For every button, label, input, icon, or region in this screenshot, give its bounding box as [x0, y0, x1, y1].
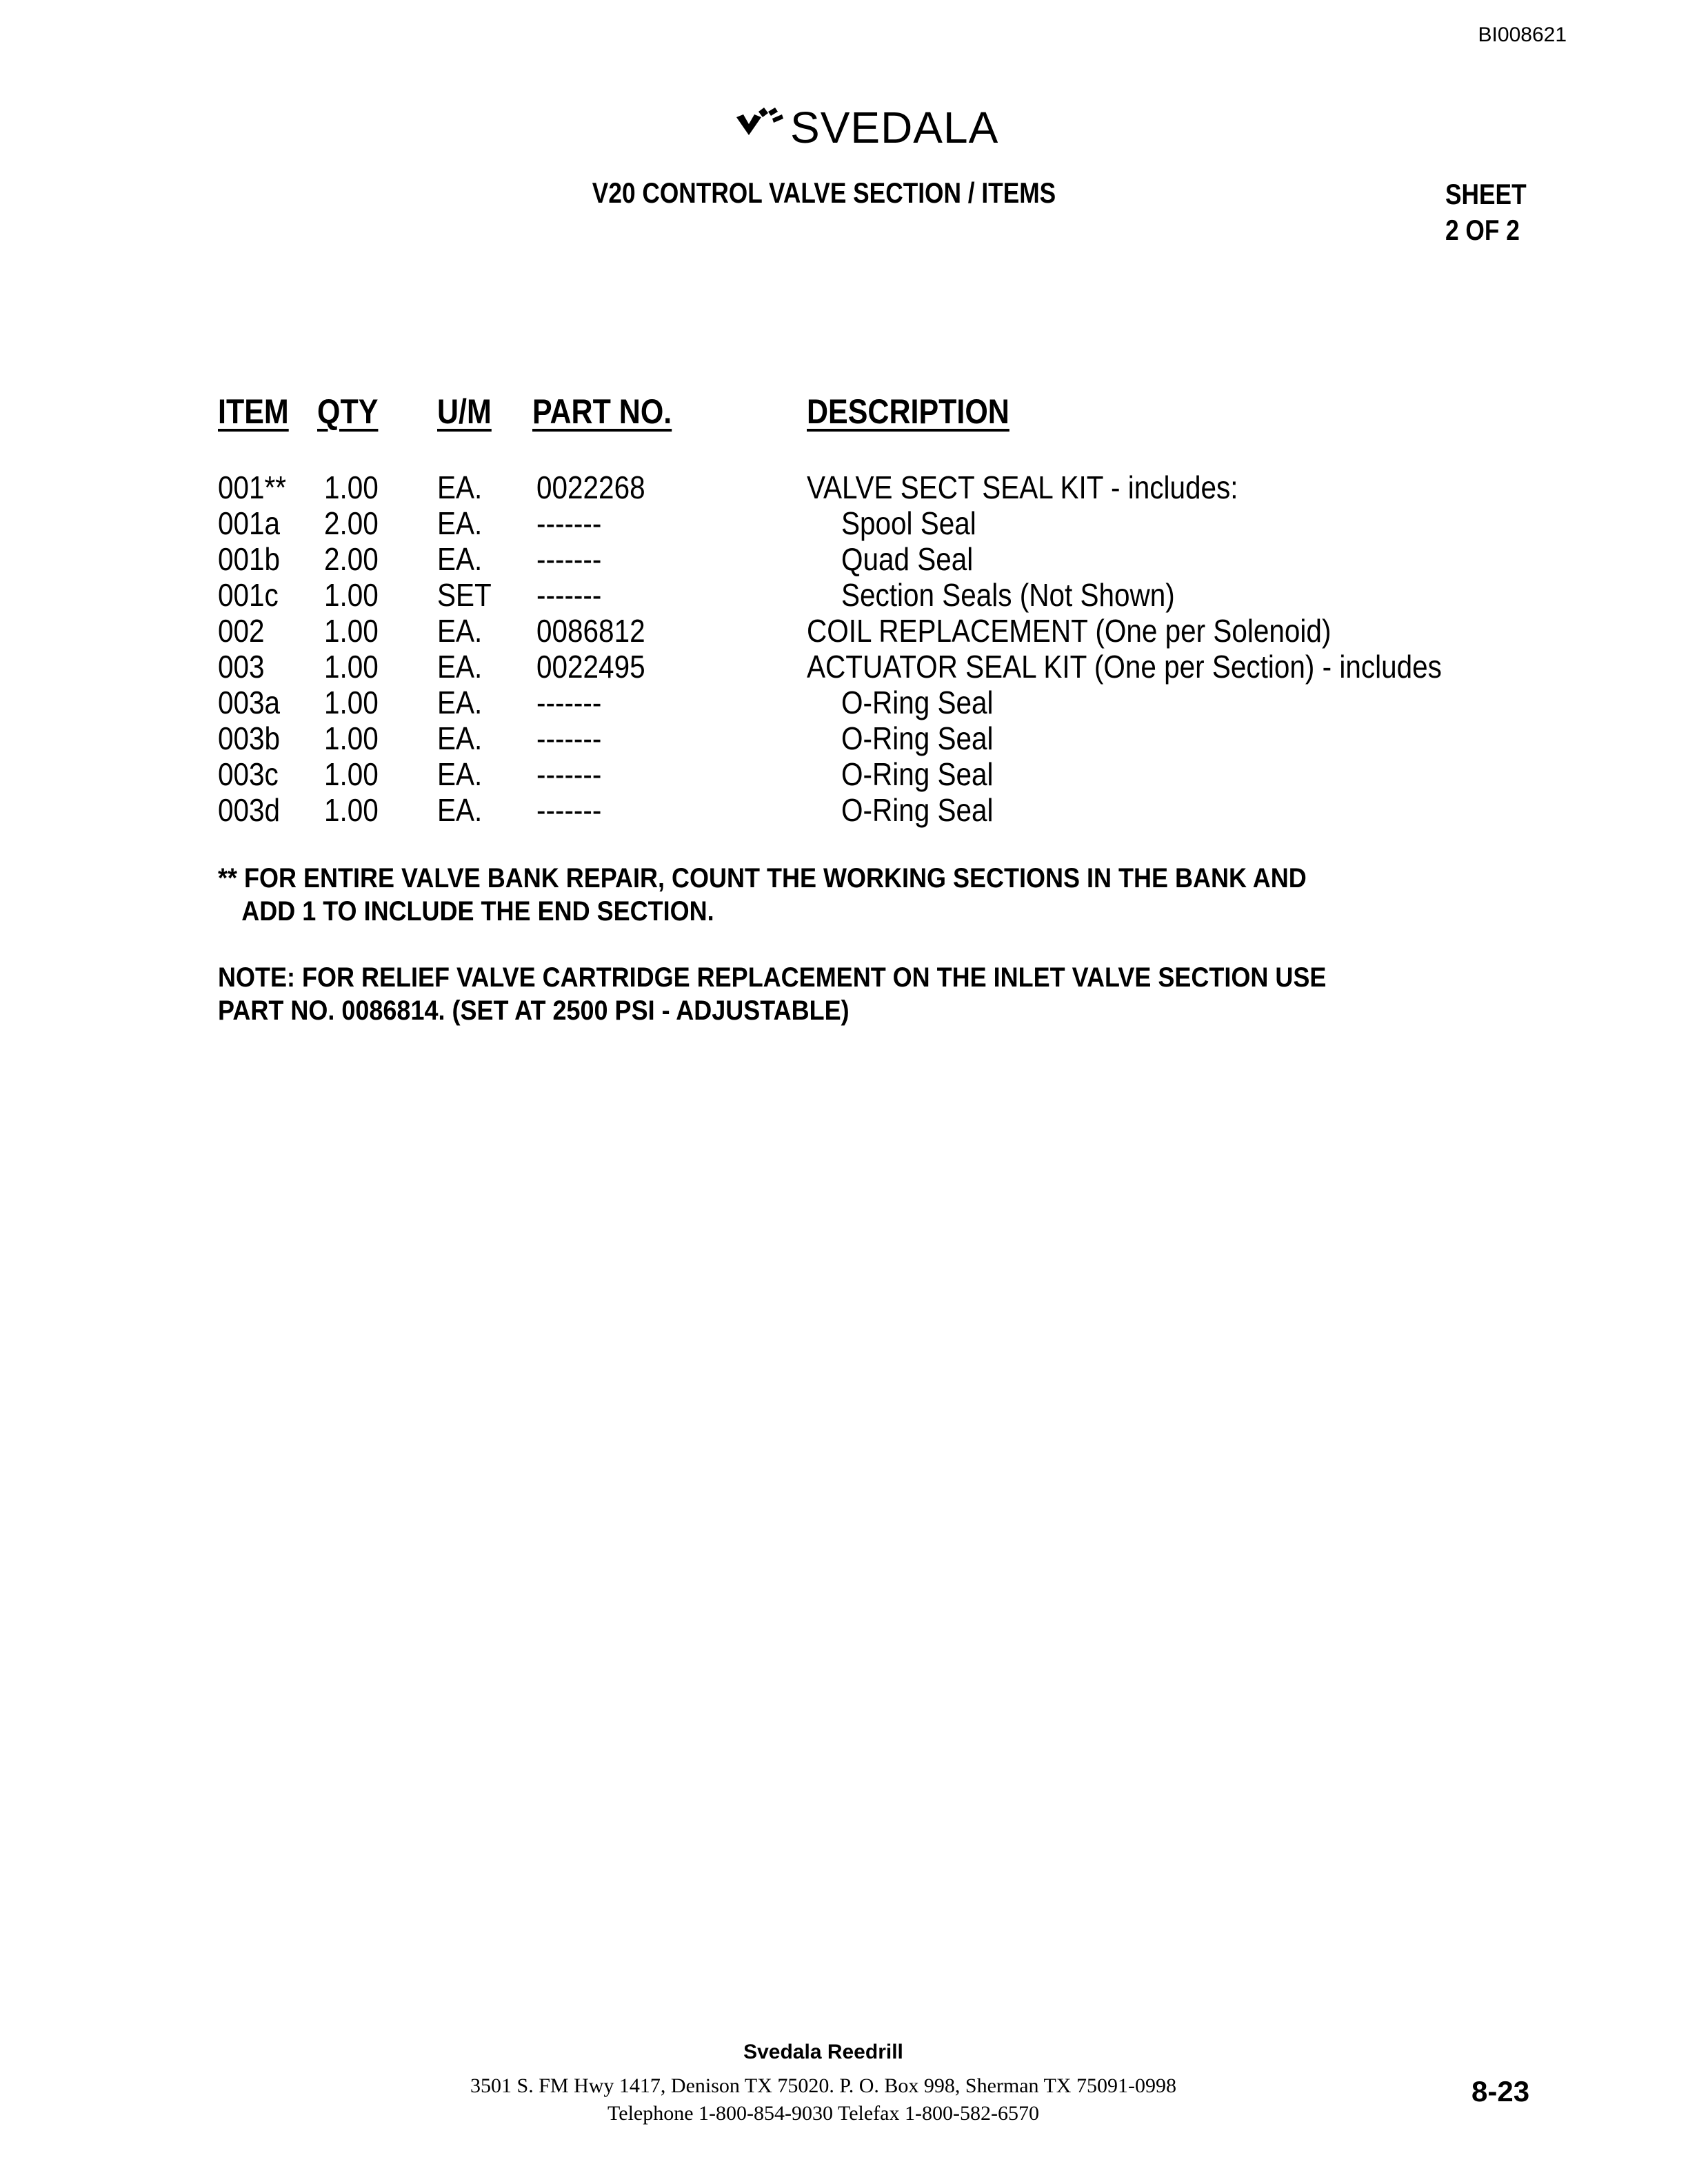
svedala-logo [734, 102, 999, 152]
qty-cell: 2.00 [324, 505, 379, 541]
qty-cell: 1.00 [324, 613, 379, 649]
um-cell: EA. [437, 685, 483, 720]
desc-cell: Spool Seal [841, 505, 976, 541]
table-row [218, 540, 1597, 576]
note-line-1: NOTE: FOR RELIEF VALVE CARTRIDGE REPLACEMENT ON THE INLET VALVE SECTION USE [218, 962, 1327, 993]
item-cell: 003 [218, 649, 265, 685]
note-line-2: PART NO. 0086814. (SET AT 2500 PSI - ADJUSTABLE) [218, 995, 850, 1026]
header-item: ITEM [218, 392, 289, 431]
um-cell: EA. [437, 541, 483, 577]
footer-address-block [0, 2072, 1647, 2127]
um-cell: SET [437, 577, 492, 613]
item-cell: 002 [218, 613, 265, 649]
um-cell: EA. [437, 613, 483, 649]
um-cell: EA. [437, 792, 483, 828]
part-cell: ------- [536, 505, 602, 541]
sheet-indicator [1445, 176, 1527, 248]
footer-company: Svedala Reedrill [743, 2041, 903, 2063]
page-title: V20 CONTROL VALVE SECTION / ITEMS [592, 176, 1056, 209]
desc-cell: Quad Seal [841, 541, 974, 577]
page-number: 8-23 [1471, 2075, 1530, 2107]
um-cell: EA. [437, 505, 483, 541]
desc-cell: VALVE SECT SEAL KIT - includes: [807, 469, 1238, 505]
um-cell: EA. [437, 649, 483, 685]
table-row [218, 576, 1597, 612]
item-cell: 001a [218, 505, 281, 541]
qty-cell: 1.00 [324, 577, 379, 613]
qty-cell: 1.00 [324, 792, 379, 828]
header-qty: QTY [317, 392, 379, 431]
qty-cell: 1.00 [324, 720, 379, 756]
part-cell: ------- [536, 756, 602, 792]
qty-cell: 1.00 [324, 649, 379, 685]
sheet-number: 2 OF 2 [1445, 214, 1520, 246]
table-row [218, 505, 1597, 540]
desc-cell: O-Ring Seal [841, 720, 994, 756]
footnote [218, 862, 1307, 928]
document-id: BI008621 [1478, 23, 1567, 46]
footer-phone: Telephone 1-800-854-9030 Telefax 1-800-582-6570 [607, 2102, 1039, 2125]
item-cell: 003b [218, 720, 281, 756]
qty-cell: 2.00 [324, 541, 379, 577]
part-cell: ------- [536, 577, 602, 613]
table-row [218, 684, 1597, 720]
um-cell: EA. [437, 720, 483, 756]
qty-cell: 1.00 [324, 685, 379, 720]
logo-text: SVEDALA [790, 103, 999, 152]
item-cell: 003c [218, 756, 279, 792]
header-um: U/M [437, 392, 492, 431]
part-cell: ------- [536, 541, 602, 577]
desc-cell: O-Ring Seal [841, 685, 994, 720]
table-row [218, 720, 1597, 756]
header-description: DESCRIPTION [807, 392, 1009, 431]
table-row [218, 791, 1597, 827]
part-cell: ------- [536, 685, 602, 720]
item-cell: 003d [218, 792, 281, 828]
item-cell: 001c [218, 577, 279, 613]
table-row [218, 612, 1597, 648]
part-cell: 0022268 [536, 469, 645, 505]
item-cell: 001** [218, 469, 287, 505]
qty-cell: 1.00 [324, 756, 379, 792]
qty-cell: 1.00 [324, 469, 379, 505]
part-cell: 0086812 [536, 613, 645, 649]
desc-cell: Section Seals (Not Shown) [841, 577, 1175, 613]
part-cell: 0022495 [536, 649, 645, 685]
item-cell: 001b [218, 541, 281, 577]
header-part-no: PART NO. [532, 392, 672, 431]
footer-address: 3501 S. FM Hwy 1417, Denison TX 75020. P. O. Box 998, Sherman TX 75091-0998 [470, 2074, 1176, 2097]
part-cell: ------- [536, 720, 602, 756]
desc-cell: ACTUATOR SEAL KIT (One per Section) - includes [807, 649, 1442, 685]
svedala-logo-icon [734, 105, 794, 146]
desc-cell: O-Ring Seal [841, 792, 994, 828]
footnote-line-2: ADD 1 TO INCLUDE THE END SECTION. [241, 896, 714, 927]
footnote-line-1: ** FOR ENTIRE VALVE BANK REPAIR, COUNT THE WORKING SECTIONS IN THE BANK AND [218, 863, 1307, 893]
desc-cell: O-Ring Seal [841, 756, 994, 792]
um-cell: EA. [437, 756, 483, 792]
item-cell: 003a [218, 685, 281, 720]
um-cell: EA. [437, 469, 483, 505]
sheet-label: SHEET [1445, 178, 1527, 210]
desc-cell: COIL REPLACEMENT (One per Solenoid) [807, 613, 1332, 649]
relief-valve-note [218, 961, 1326, 1027]
table-row [218, 756, 1597, 791]
table-row [218, 469, 1597, 505]
table-row [218, 648, 1597, 684]
part-cell: ------- [536, 792, 602, 828]
